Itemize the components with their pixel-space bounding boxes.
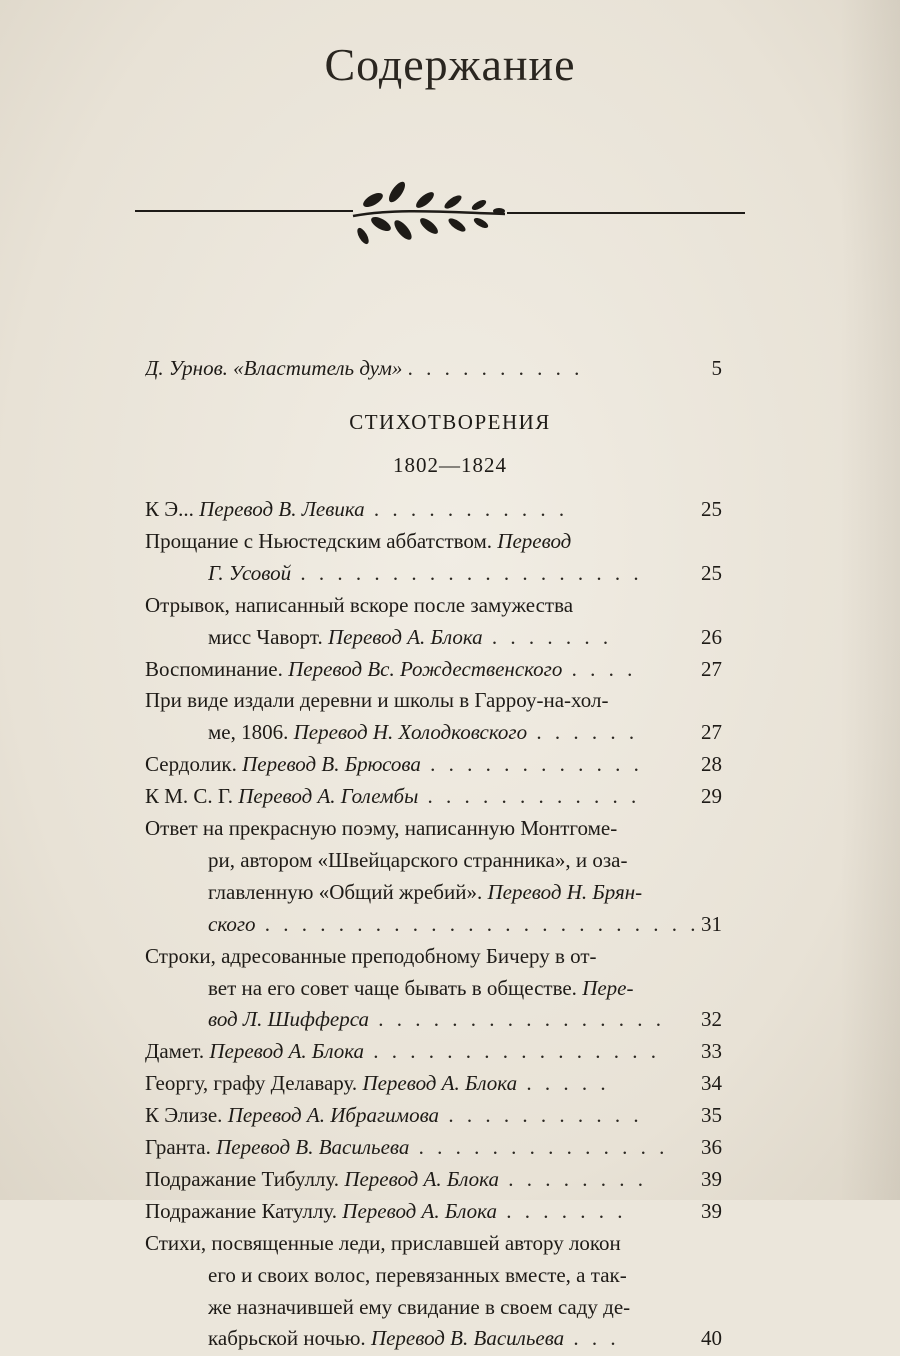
toc-translator: Перевод А. Блока: [327, 624, 483, 649]
toc-entry-text: главленную «Общий жребий».: [208, 879, 488, 904]
toc-entry-text: При виде издали деревни и школы в Гарроу-на-хол-: [145, 688, 609, 713]
leader-dots: . . . . . . . . . . . . . . . . . . . . . . . .: [255, 911, 700, 936]
toc-entry-line: [145, 688, 720, 718]
toc-entry-line: [145, 944, 720, 974]
toc-page-number: 27: [701, 656, 722, 681]
toc-page-number: 25: [701, 560, 722, 585]
toc-page-number: 40: [701, 1326, 722, 1351]
toc-entry-line: [208, 561, 720, 591]
section-years: 1802—1824: [393, 453, 507, 477]
leader-dots: . . . . . . . . . . . .: [420, 752, 643, 777]
toc-entry-line: [145, 1103, 720, 1133]
toc-entry-line: [145, 593, 720, 623]
toc-page-number: 29: [701, 784, 722, 809]
toc-translator: Перевод А. Блока: [342, 1198, 497, 1223]
toc-entry-text: кабрьской ночью.: [208, 1326, 371, 1351]
leader-dots: . . . . . .: [527, 720, 639, 745]
toc-entry-line: [208, 1007, 720, 1037]
toc-translator: Перевод В. Брюсова: [242, 752, 421, 777]
toc-entry-line: [145, 1167, 720, 1197]
toc-entry-text: ри, автором «Швейцарского странника», и оза-: [208, 847, 628, 872]
toc-entry-text: Прощание с Ньюстедским аббатством.: [145, 528, 498, 553]
leader-dots: . . . . . . . . . . . .: [418, 784, 641, 809]
toc-entry-intro: [145, 356, 720, 386]
toc-entry-text: Воспоминание.: [145, 656, 289, 681]
toc-entry-text: Дамет.: [145, 1039, 210, 1064]
toc-entry-text: его и своих волос, перевязанных вместе, а так-: [208, 1262, 627, 1287]
leader-dots: . . . . . . . . . . .: [439, 1103, 643, 1128]
page-shadow: [840, 0, 900, 1200]
toc-translator: Перевод А. Блока: [362, 1071, 518, 1096]
leader-dots: . . .: [564, 1326, 620, 1351]
toc-page-number: 25: [701, 497, 722, 521]
leader-dots: . . . .: [562, 656, 637, 681]
toc-translator: ского: [208, 911, 256, 936]
toc-entry-line: [145, 816, 720, 846]
toc-entry-text: Д. Урнов. «Властитель дум»: [145, 356, 403, 380]
toc-page-number: 33: [701, 1039, 722, 1064]
toc-translator: Пере-: [582, 975, 634, 1000]
toc-translator: Перевод: [497, 528, 572, 553]
toc-entry-text: Ответ на прекрасную поэму, написанную Монтгоме-: [145, 816, 618, 840]
toc-translator: Перевод А. Блока: [344, 1166, 499, 1191]
toc-entry-text: Подражание Тибуллу.: [145, 1166, 345, 1191]
leader-dots: . . . . . . . . . . .: [364, 497, 569, 521]
toc-entry-text: Гранта.: [145, 1135, 217, 1159]
toc-entry-line: [145, 784, 720, 814]
toc-entry-line: [208, 720, 720, 750]
toc-page-number: 5: [711, 356, 722, 380]
leader-dots: . . . . . . . . . . . . . .: [409, 1135, 669, 1159]
toc-translator: Перевод В. Васильева: [216, 1135, 410, 1159]
toc-entry-line: [208, 1263, 720, 1293]
toc-entry-line: [145, 1039, 720, 1069]
toc-entry-line: [208, 976, 720, 1006]
toc-entry-line: [145, 497, 720, 527]
leader-dots: . . . . . . .: [482, 624, 613, 649]
leader-dots: . . . . . . . . . .: [407, 356, 584, 380]
toc-entry-text: вет на его совет чаще бывать в обществе.: [208, 975, 583, 1000]
toc-page-number: 35: [701, 1103, 722, 1128]
toc-entry-line: [145, 1231, 720, 1261]
toc-entry-text: Строки, адресованные преподобному Бичеру в от-: [145, 943, 597, 968]
toc-entry-text: Стихи, посвященные леди, приславшей автору локон: [145, 1230, 621, 1255]
toc-entry-text: ме, 1806.: [208, 720, 294, 745]
laurel-ornament-icon: [135, 178, 745, 248]
toc-entry-line: [208, 848, 720, 878]
toc-translator: Перевод Н. Брян-: [487, 879, 643, 904]
toc-entry-text: К Элизе.: [145, 1103, 228, 1128]
toc-page-number: 36: [701, 1135, 722, 1159]
leader-dots: . . . . . . . .: [498, 1166, 647, 1191]
toc-entry-line: [145, 657, 720, 687]
toc-translator: Перевод Вс. Рождественского: [288, 656, 563, 681]
page-title: Содержание: [324, 39, 576, 90]
toc-entry-line: [208, 880, 720, 910]
toc-translator: Перевод А. Ибрагимова: [227, 1103, 440, 1128]
toc-page-number: 28: [701, 752, 722, 777]
toc-entry-line: [145, 752, 720, 782]
toc-page-number: 34: [701, 1071, 722, 1096]
leader-dots: . . . . .: [517, 1071, 610, 1096]
toc-page-number: 39: [701, 1166, 722, 1191]
toc-page-number: 26: [701, 624, 722, 649]
toc-entry-text: Георгу, графу Делавару.: [145, 1071, 363, 1096]
toc-entry-line: [208, 625, 720, 655]
leader-dots: . . . . . . . . . . . . . . . .: [364, 1039, 661, 1064]
toc-translator: Перевод Н. Холодковского: [293, 720, 528, 745]
toc-page-number: 39: [701, 1198, 722, 1223]
toc-entry-line: [208, 1295, 720, 1325]
leader-dots: . . . . . . .: [496, 1198, 627, 1223]
toc-entry-text: К Э...: [145, 497, 200, 521]
toc-translator: Перевод А. Блока: [209, 1039, 365, 1064]
toc-entry-text: же назначившей ему свидание в своем саду де-: [208, 1294, 631, 1319]
toc-entry-line: [208, 912, 720, 942]
toc-entry-line: [145, 1199, 720, 1229]
toc-entry-text: Отрывок, написанный вскоре после замужества: [145, 592, 574, 617]
toc-entry-line: [145, 529, 720, 559]
toc-page-number: 32: [701, 1007, 722, 1032]
toc-entry-line: [145, 1071, 720, 1101]
toc-translator: Перевод В. Левика: [199, 497, 365, 521]
toc-translator: вод Л. Шифферса: [208, 1007, 369, 1032]
toc-translator: Перевод В. Васильева: [370, 1326, 565, 1351]
section-title: СТИХОТВОРЕНИЯ: [349, 410, 551, 434]
toc-entry-text: К М. С. Г.: [145, 784, 239, 809]
toc-translator: Г. Усовой: [208, 560, 292, 585]
toc-page-number: 27: [701, 720, 722, 745]
leader-dots: . . . . . . . . . . . . . . . .: [368, 1007, 665, 1032]
leader-dots: . . . . . . . . . . . . . . . . . . .: [291, 560, 643, 585]
toc-entry-line: [145, 1135, 720, 1165]
toc-entry-line: [208, 1326, 720, 1356]
toc-entry-text: мисс Чаворт.: [208, 624, 328, 649]
toc-entry-text: Подражание Катуллу.: [145, 1198, 343, 1223]
toc-page-number: 31: [701, 911, 722, 936]
toc-entry-text: Сердолик.: [145, 752, 243, 777]
toc-translator: Перевод А. Голембы: [238, 784, 419, 809]
